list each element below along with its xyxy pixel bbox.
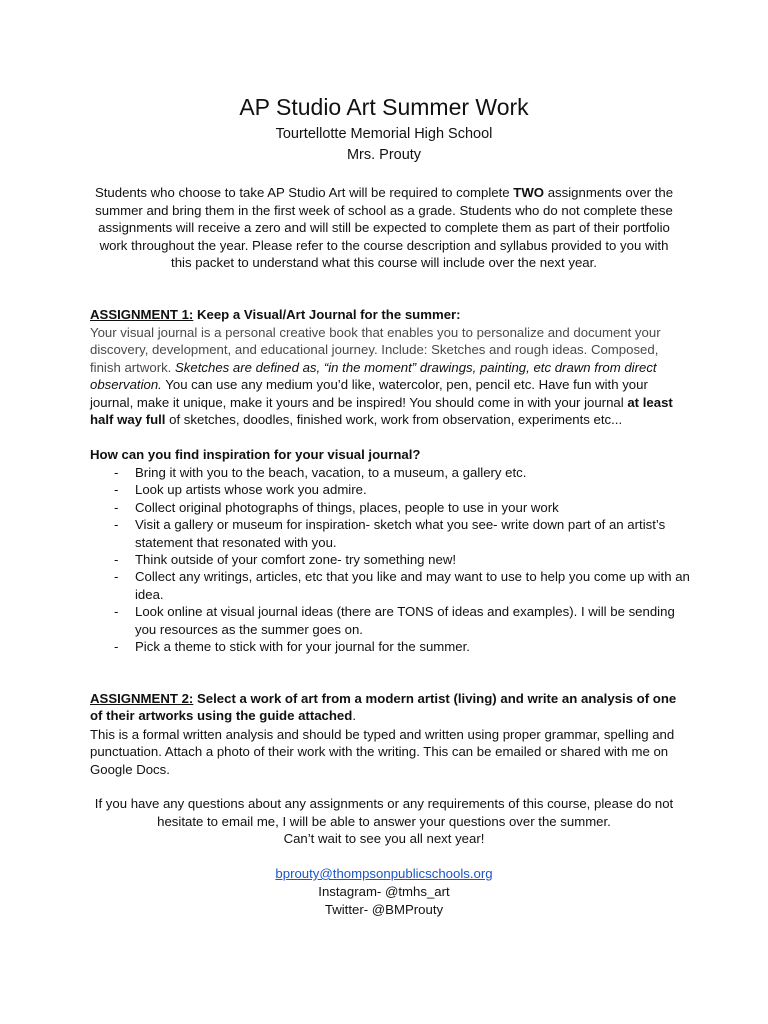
list-item (90, 603, 690, 638)
inspiration-heading: How can you find inspiration for your visual journal? (90, 447, 421, 462)
inspiration-list (90, 464, 690, 655)
intro-text-2: assignments over the summer and bring them in the first week of school as a grade. Students who do not complete these assignments will receive a zero and will still be expected to complete them as part of their portfolio work throughout the year. Please refer to the course description and syllabus provided to you with this packet to understand what this course will include over the next year. (95, 185, 674, 271)
bullet-dash: - (114, 552, 119, 568)
assignment-2-title: Select a work of art from a modern artist (living) and write an analysis of one of their artworks using the guide attached (90, 691, 677, 724)
assignment-1-heading (90, 306, 682, 323)
school-name: Tourtellotte Memorial High School (275, 126, 493, 142)
assignment-1-bold: at least half way full (90, 394, 673, 428)
list-item (90, 499, 690, 516)
list-item-text: Visit a gallery or museum for inspiration- sketch what you see- write down part of an artist’s statement that resonated with you. (135, 517, 666, 550)
assignment-2-label: ASSIGNMENT 2: (90, 691, 194, 706)
list-item-text: Collect any writings, articles, etc that you like and may want to use to help you come up with an idea. (135, 569, 690, 602)
list-item (90, 516, 690, 551)
bullet-dash: - (114, 569, 119, 585)
list-item (90, 551, 690, 568)
list-item-text: Think outside of your comfort zone- try something new! (135, 552, 457, 568)
intro-paragraph (90, 184, 678, 272)
list-item-text: Bring it with you to the beach, vacation, to a museum, a gallery etc. (135, 465, 527, 480)
bullet-dash: - (114, 604, 119, 620)
list-item (90, 464, 690, 481)
assignment-2-heading (90, 690, 682, 725)
page-title: AP Studio Art Summer Work (239, 94, 529, 120)
assignment-1-label: ASSIGNMENT 1: (90, 307, 194, 322)
assignment-1-text-2: You can use any medium you’d like, watercolor, pen, pencil etc. Have fun with your journal, make it unique, make it yours and be inspired! You should come in with your journal (90, 377, 648, 410)
list-item-text: Look online at visual journal ideas (there are TONS of ideas and examples). I will be sending you resources as the summer goes on. (135, 604, 675, 637)
bullet-dash: - (114, 639, 119, 655)
bullet-dash: - (114, 482, 119, 498)
contact-twitter: Twitter- @BMProuty (324, 902, 444, 917)
list-item-text: Pick a theme to stick with for your journal for the summer. (135, 639, 470, 655)
assignment-1-text-1: Your visual journal is a personal creative book that enables you to personalize and document your discovery, development, and educational journey. Include: Sketches and rough ideas. Composed, finish artwork. (90, 325, 661, 375)
list-item (90, 638, 690, 655)
bullet-dash: - (114, 499, 119, 515)
intro-text-1: Students who choose to take AP Studio Art will be required to complete (94, 185, 514, 200)
list-item (90, 568, 690, 603)
assignment-1-italic: Sketches are defined as, “in the moment” drawings, painting, etc drawn from direct observation. (90, 359, 657, 393)
contact-email (0, 865, 768, 883)
assignment-2-body: This is a formal written analysis and should be typed and written using proper grammar, spelling and punctuation. Attach a photo of their work with the writing. This can be emailed or shared with me on Google Docs. (90, 727, 675, 777)
list-item-text: Collect original photographs of things, places, people to use in your work (135, 499, 559, 515)
closing-paragraph (90, 795, 678, 848)
closing-farewell: Can’t wait to see you all next year! (283, 831, 485, 847)
closing-questions: If you have any questions about any assignments or any requirements of this course, please do not hesitate to email me, I will be able to answer your questions over the summer. (94, 796, 674, 829)
assignment-1-body (90, 324, 682, 428)
assignment-2-title-end: . (352, 708, 356, 724)
teacher-name: Mrs. Prouty (346, 147, 422, 163)
assignment-1-title: Keep a Visual/Art Journal for the summer: (193, 307, 461, 322)
bullet-dash: - (114, 517, 119, 533)
email-link[interactable]: bprouty@thompsonpublicschools.org (275, 866, 493, 881)
contact-instagram: Instagram- @tmhs_art (318, 884, 450, 899)
list-item-text: Look up artists whose work you admire. (135, 482, 367, 498)
list-item (90, 481, 690, 498)
bullet-dash: - (114, 465, 119, 480)
intro-emphasis: TWO (513, 185, 545, 200)
assignment-1-text-3: of sketches, doodles, finished work, work from observation, experiments etc... (165, 412, 623, 428)
